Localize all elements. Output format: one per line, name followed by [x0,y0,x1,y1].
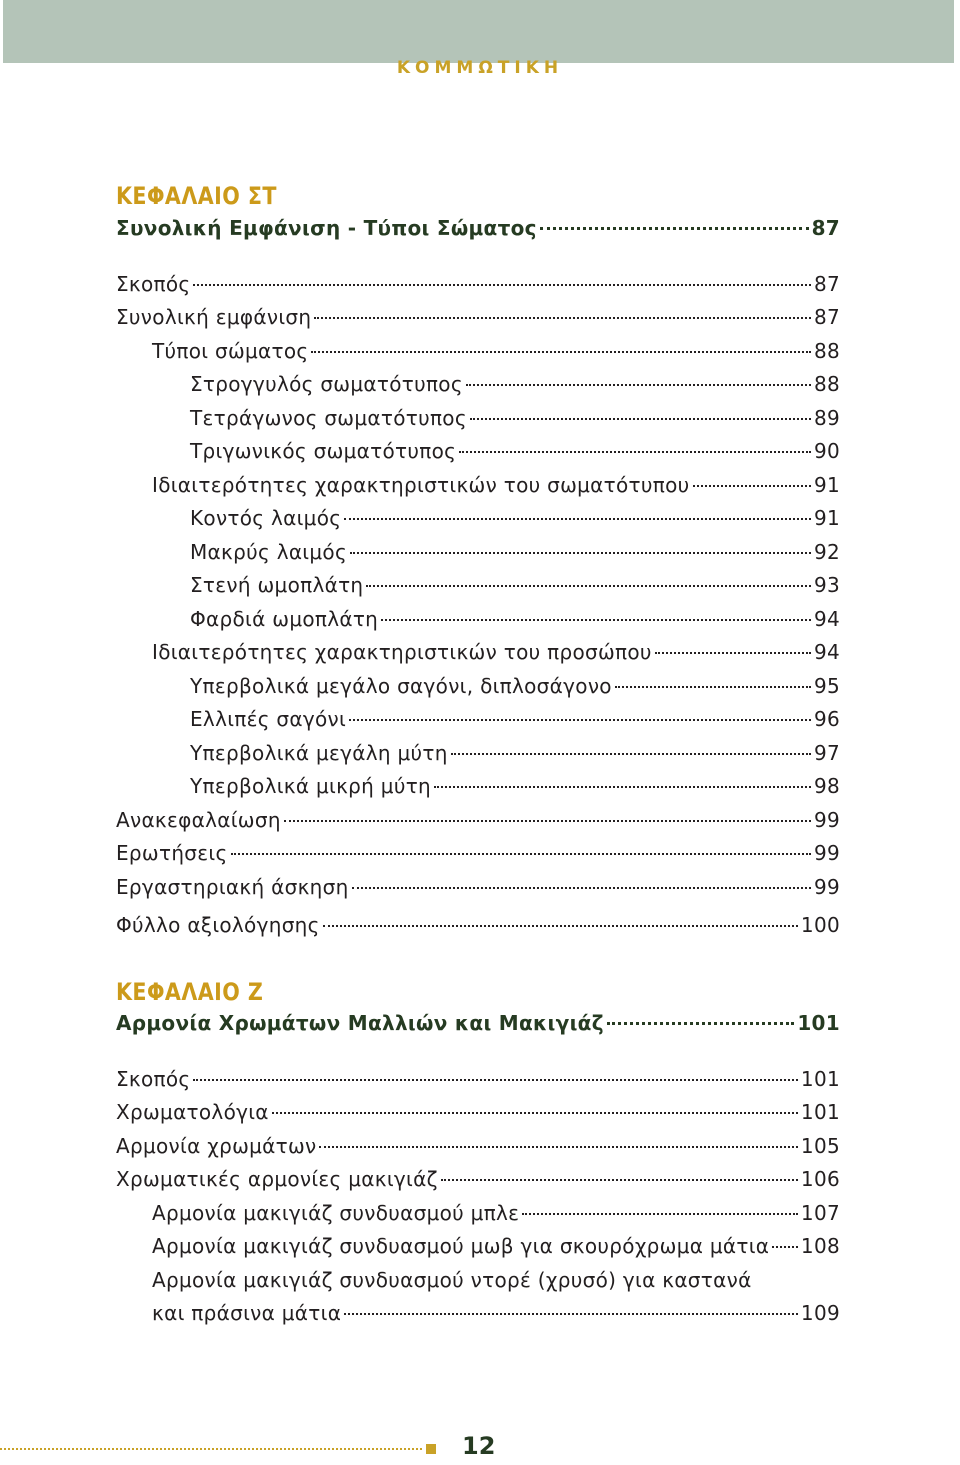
chapter-title-6[interactable] [116,216,840,246]
toc-entry[interactable] [190,707,840,737]
toc-label: Υπερβολικά μικρή μύτη [190,774,432,798]
toc-label: Σκοπός [116,272,191,296]
toc-page: 98 [813,774,840,798]
toc-entry[interactable] [190,540,840,570]
toc-page: 92 [813,540,840,564]
footer-dot-rule [0,1448,422,1450]
dot-leader [459,451,811,453]
toc-entry[interactable] [152,640,840,670]
toc-entry[interactable] [152,1301,840,1331]
dot-leader [655,652,811,654]
toc-page: 97 [813,741,840,765]
footer-square-icon [426,1444,436,1454]
toc-entry[interactable] [190,607,840,637]
dot-leader [451,753,811,755]
toc-label: Συνολική Εμφάνιση - Τύποι Σώματος [116,216,537,240]
toc-page: 101 [800,1067,840,1091]
toc-page: 99 [813,808,840,832]
toc-label: Συνολική εμφάνιση [116,305,312,329]
toc-entry[interactable] [152,1201,840,1231]
toc-page: 99 [813,875,840,899]
top-color-band [3,0,954,63]
toc-page: 108 [800,1234,840,1258]
toc-label: Ιδιαιτερότητες χαρακτηριστικών του προσώπου [152,640,652,664]
toc-label: Κοντός λαιμός [190,506,342,530]
running-head: ΚΟΜΜΩΤΙΚΗ [396,58,564,78]
dot-leader [540,227,809,230]
dot-leader [284,820,811,822]
dot-leader [344,1313,798,1315]
toc-entry[interactable] [116,841,840,871]
toc-page: 106 [800,1167,840,1191]
dot-leader [323,925,798,927]
toc-entry[interactable] [116,913,840,943]
toc-page: 94 [813,640,840,664]
toc-label: Ελλιπές σαγόνι [190,707,347,731]
toc-page: 90 [813,439,840,463]
toc-page: 107 [800,1201,840,1225]
toc-entry[interactable] [190,674,840,704]
dot-leader [352,887,811,889]
toc-label: Αρμονία μακιγιάζ συνδυασμού μωβ για σκουρόχρωμα μάτια [152,1234,770,1258]
dot-leader [772,1246,798,1248]
dot-leader [314,317,811,319]
toc-page: 88 [813,339,840,363]
dot-leader [311,351,810,353]
toc-label: Τριγωνικός σωματότυπος [190,439,457,463]
toc-page: 87 [813,272,840,296]
toc-label: Ερωτήσεις [116,841,228,865]
toc-page: 101 [797,1011,840,1035]
toc-entry[interactable] [190,372,840,402]
dot-leader [466,384,811,386]
toc-label: Ιδιαιτερότητες χαρακτηριστικών του σωματότυπου [152,473,690,497]
dot-leader [441,1179,798,1181]
dot-leader [350,552,811,554]
toc-label: Χρωματικές αρμονίες μακιγιάζ [116,1167,438,1191]
dot-leader [366,585,811,587]
toc-page: 89 [813,406,840,430]
toc-label: Τύποι σώματος [152,339,309,363]
toc-label: Τετράγωνος σωματότυπος [190,406,467,430]
toc-label: Φαρδιά ωμοπλάτη [190,607,379,631]
dot-leader [344,518,811,520]
toc-entry[interactable] [116,1167,840,1197]
toc-label: Στενή ωμοπλάτη [190,573,364,597]
toc-entry[interactable] [190,774,840,804]
toc-entry[interactable] [116,305,840,335]
toc-label: Αρμονία χρωμάτων [116,1134,317,1158]
toc-label: Εργαστηριακή άσκηση [116,875,349,899]
toc-page: 99 [813,841,840,865]
chapter-heading-7: ΚΕΦΑΛΑΙΟ Ζ [116,978,264,1006]
dot-leader [193,284,810,286]
toc-label: Αρμονία μακιγιάζ συνδυασμού ντορέ (χρυσό) για καστανά [152,1268,752,1292]
toc-entry[interactable] [190,439,840,469]
dot-leader [231,853,811,855]
dot-leader [607,1022,795,1025]
toc-page: 88 [813,372,840,396]
toc-entry[interactable] [116,1134,840,1164]
toc-label: Σκοπός [116,1067,191,1091]
toc-entry[interactable] [152,473,840,503]
toc-page: 91 [813,473,840,497]
dot-leader [615,686,811,688]
toc-page: 87 [813,305,840,329]
chapter-heading-6: ΚΕΦΑΛΑΙΟ ΣΤ [116,182,277,210]
page-number: 12 [462,1432,496,1460]
toc-entry[interactable] [190,741,840,771]
toc-entry[interactable] [190,573,840,603]
toc-entry[interactable] [190,406,840,436]
toc-label: και πράσινα μάτια [152,1301,342,1325]
toc-entry[interactable] [116,875,840,905]
toc-page: 100 [800,913,840,937]
dot-leader [381,619,811,621]
toc-label: Αρμονία Χρωμάτων Μαλλιών και Μακιγιάζ [116,1011,604,1035]
toc-label: Αρμονία μακιγιάζ συνδυασμού μπλε [152,1201,520,1225]
toc-page: 96 [813,707,840,731]
toc-label: Ανακεφαλαίωση [116,808,281,832]
dot-leader [693,485,811,487]
toc-label: Φύλλο αξιολόγησης [116,913,320,937]
dot-leader [272,1112,798,1114]
toc-entry[interactable] [116,1067,840,1097]
toc-entry[interactable] [152,339,840,369]
toc-entry[interactable] [116,272,840,302]
toc-page: 95 [813,674,840,698]
dot-leader [349,719,811,721]
toc-entry[interactable] [116,1100,840,1130]
toc-label: Υπερβολικά μεγάλο σαγόνι, διπλοσάγονο [190,674,612,698]
toc-label: Χρωματολόγια [116,1100,269,1124]
toc-page: 87 [811,216,840,240]
toc-page: 109 [800,1301,840,1325]
toc-entry[interactable] [190,506,840,536]
toc-page: 105 [800,1134,840,1158]
dot-leader [470,418,811,420]
toc-entry[interactable] [152,1234,840,1264]
toc-entry-continued[interactable] [152,1268,840,1298]
toc-page: 101 [800,1100,840,1124]
dot-leader [434,786,811,788]
toc-page: 93 [813,573,840,597]
toc-label: Στρογγυλός σωματότυπος [190,372,463,396]
toc-page: 91 [813,506,840,530]
toc-label: Υπερβολικά μεγάλη μύτη [190,741,448,765]
dot-leader [193,1079,797,1081]
dot-leader [319,1146,797,1148]
toc-entry[interactable] [116,808,840,838]
toc-page: 94 [813,607,840,631]
dot-leader [522,1213,798,1215]
toc-label: Μακρύς λαιμός [190,540,347,564]
chapter-title-7[interactable] [116,1011,840,1041]
